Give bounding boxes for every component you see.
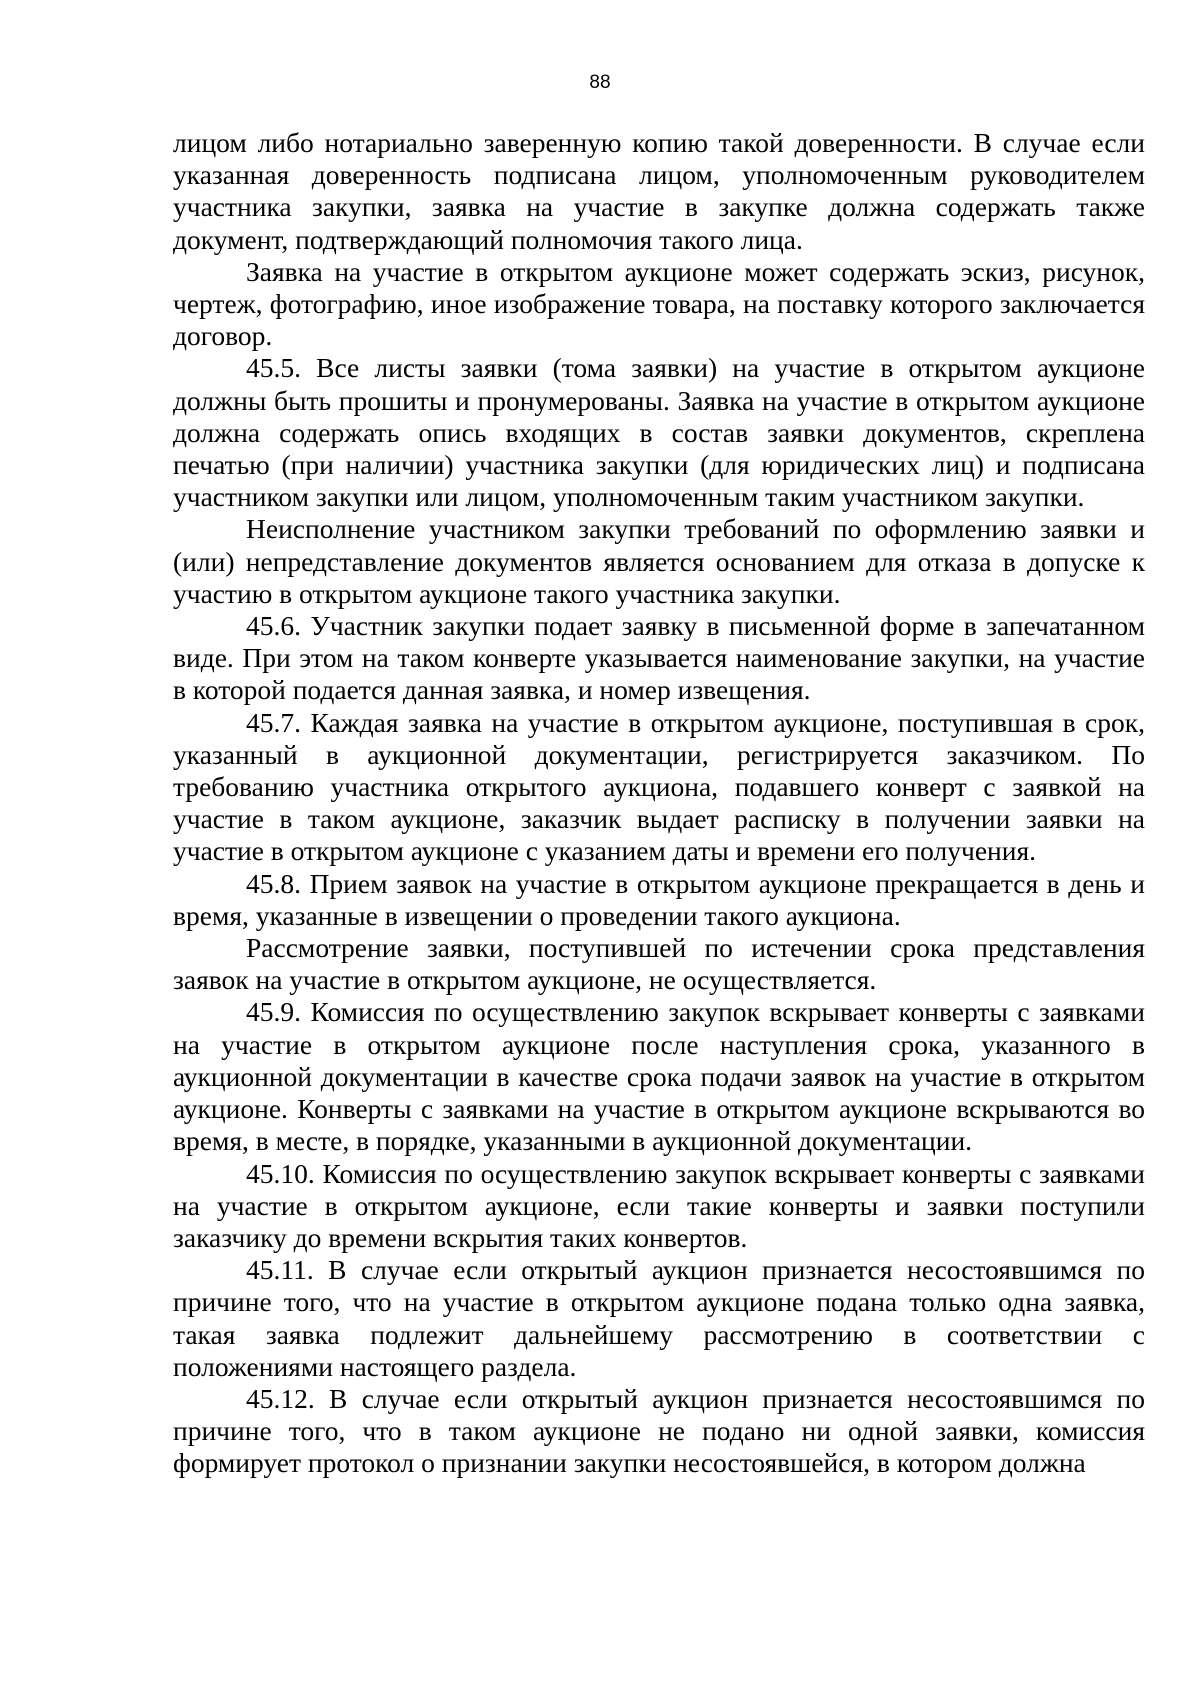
page-number: 88 bbox=[589, 72, 611, 93]
paragraph-clause-45-12: 45.12. В случае если открытый аукцион признается несостоявшимся по причине того, что в таком аукционе не подано ни одной заявки, комиссия формирует протокол о признании закупки несостоявшейся, в котором должна bbox=[173, 1382, 1145, 1479]
paragraph-clause-45-11: 45.11. В случае если открытый аукцион признается несостоявшимся по причине того, что на участие в открытом аукционе подана только одна заявка, такая заявка подлежит дальнейшему рассмотрению в соответствии с положениями настоящего раздела. bbox=[173, 1254, 1145, 1382]
paragraph-clause-45-10: 45.10. Комиссия по осуществлению закупок вскрывает конверты с заявками на участие в открытом аукционе, если такие конверты и заявки поступили заказчику до времени вскрытия таких конвертов. bbox=[173, 1157, 1145, 1253]
paragraph-clause-45-8: 45.8. Прием заявок на участие в открытом аукционе прекращается в день и время, указанные в извещении о проведении такого аукциона. bbox=[173, 867, 1145, 931]
paragraph-clause-45-6: 45.6. Участник закупки подает заявку в письменной форме в запечатанном виде. При этом на таком конверте указывается наименование закупки, на участие в которой подается данная заявка, и номер извещения. bbox=[173, 610, 1145, 706]
body-text bbox=[173, 127, 1145, 1480]
paragraph-continuation: лицом либо нотариально заверенную копию такой доверенности. В случае если указанная доверенность подписана лицом, уполномоченным руководителем участника закупки, заявка на участие в закупке должна содержать также документ, подтверждающий полномочия такого лица. bbox=[173, 127, 1145, 255]
paragraph-clause-45-9: 45.9. Комиссия по осуществлению закупок вскрывает конверты с заявками на участие в открытом аукционе после наступления срока, указанного в аукционной документации в качестве срока подачи заявок на участие в открытом аукционе. Конверты с заявками на участие в открытом аукционе вскрываются во время, в месте, в порядке, указанными в аукционной документации. bbox=[173, 996, 1145, 1157]
paragraph-clause-45-7: 45.7. Каждая заявка на участие в открытом аукционе, поступившая в срок, указанный в аукционной документации, регистрируется заказчиком. По требованию участника открытого аукциона, подавшего конверт с заявкой на участие в таком аукционе, заказчик выдает расписку в получении заявки на участие в открытом аукционе с указанием даты и времени его получения. bbox=[173, 706, 1145, 867]
paragraph: Рассмотрение заявки, поступившей по истечении срока представления заявок на участие в открытом аукционе, не осуществляется. bbox=[173, 932, 1145, 996]
paragraph: Неисполнение участником закупки требований по оформлению заявки и (или) непредставление документов является основанием для отказа в допуске к участию в открытом аукционе такого участника закупки. bbox=[173, 513, 1145, 609]
paragraph-clause-45-5: 45.5. Все листы заявки (тома заявки) на участие в открытом аукционе должны быть прошиты и пронумерованы. Заявка на участие в открытом аукционе должна содержать опись входящих в состав заявки документов, скреплена печатью (при наличии) участника закупки (для юридических лиц) и подписана участником закупки или лицом, уполномоченным таким участником закупки. bbox=[173, 352, 1145, 513]
paragraph: Заявка на участие в открытом аукционе может содержать эскиз, рисунок, чертеж, фотографию, иное изображение товара, на поставку которого заключается договор. bbox=[173, 255, 1145, 352]
